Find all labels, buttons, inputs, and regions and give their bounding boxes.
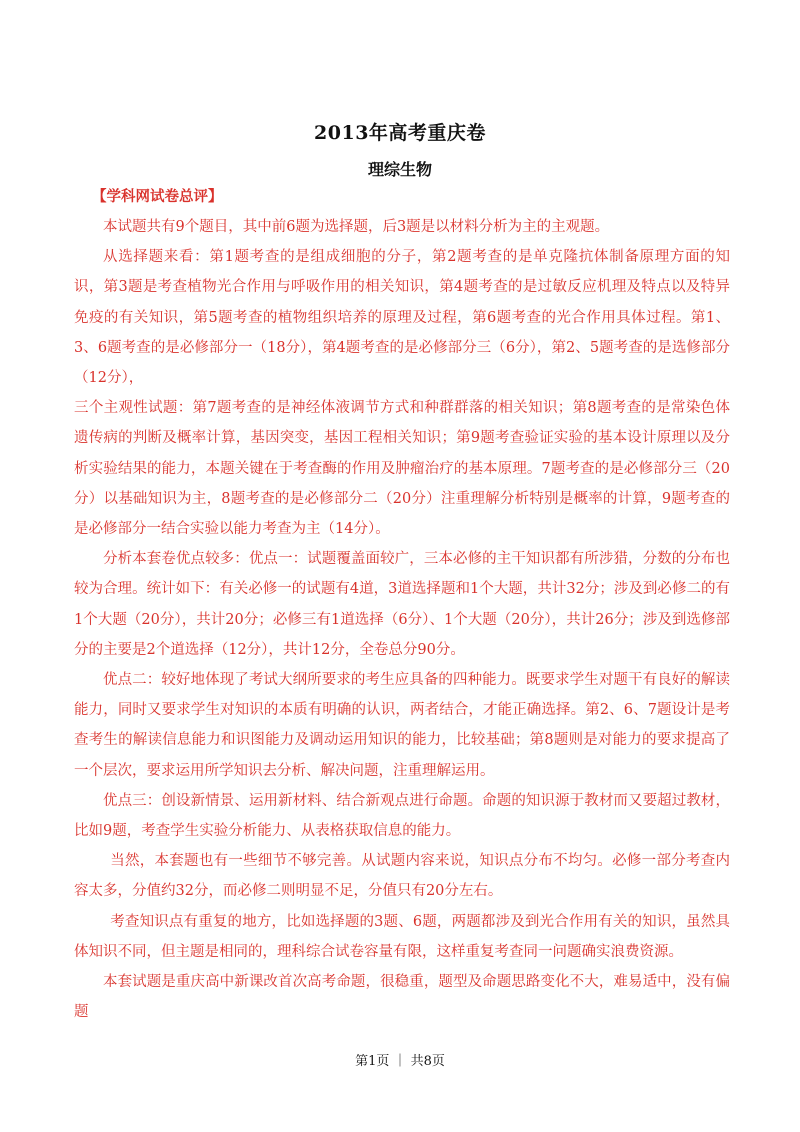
page-footer: 第1页 ｜ 共8页 <box>355 1054 445 1069</box>
paragraph-conclusion: 本套试题是重庆高中新课改首次高考命题，很稳重，题型及命题思路变化不大，难易适中，没有偏题 <box>74 974 730 1021</box>
document-body <box>74 212 730 1027</box>
paragraph-advantage-three: 优点三：创设新情景、运用新材料、结合新观点进行命题。命题的知识源于教材而又要超过教材，比如9题，考查学生实验分析能力、从表格获取信息的能力。 <box>74 792 730 840</box>
paragraph-intro: 本试题共有9个题目，其中前6题为选择题，后3题是以材料分析为主的主观题。 <box>103 219 610 235</box>
document-subtitle: 理综生物 <box>367 160 432 179</box>
paragraph-choice-questions: 从选择题来看：第1题考查的是组成细胞的分子，第2题考查的是单克隆抗体制备原理方面的知识，第3题是考查植物光合作用与呼吸作用的相关知识，第4题考查的是过敏反应机理及特点以及特异免疫的有关知识，第5题考查的植物组织培养的原理及过程，第6题考查的光合作用具体过程。第1、3、6题考查的是必修部分一（18分），第4题考查的是必修部分三（6分），第2、5题考查的是选修部分（12分）， <box>74 249 730 387</box>
section-heading: 【学科网试卷总评】 <box>92 188 223 205</box>
paragraph-subjective-questions: 三个主观性试题：第7题考查的是神经体液调节方式和种群群落的相关知识；第8题考查的是常染色体遗传病的判断及概率计算，基因突变，基因工程相关知识；第9题考查验证实验的基本设计原理以及分析实验结果的能力，本题关键在于考查酶的作用及肿瘤治疗的基本原理。7题考查的是必修部分三（20分）以基础知识为主，8题考查的是必修部分二（20分）注重理解分析特别是概率的计算，9题考查的是必修部分一结合实验以能力考查为主（14分）。 <box>74 400 730 538</box>
paragraph-advantage-one: 分析本套卷优点较多：优点一：试题覆盖面较广，三本必修的主干知识都有所涉猎，分数的分布也较为合理。统计如下：有关必修一的试题有4道，3道选择题和1个大题，共计32分；涉及到必修二的有1个大题（20分），共计20分；必修三有1道选择（6分）、1个大题（20分），共计26分；涉及到选修部分的主要是2个道选择（12分），共计12分，全卷总分90分。 <box>74 551 730 658</box>
paragraph-shortcoming-two: 考查知识点有重复的地方，比如选择题的3题、6题，两题都涉及到光合作用有关的知识，虽然具体知识不同，但主题是相同的，理科综合试卷容量有限，这样重复考查同一问题确实浪费资源。 <box>74 913 730 960</box>
paragraph-advantage-two: 优点二：较好地体现了考试大纲所要求的考生应具备的四种能力。既要求学生对题干有良好的解读能力，同时又要求学生对知识的本质有明确的认识，两者结合，才能正确选择。第2、6、7题设计是考查考生的解读信息能力和识图能力及调动运用知识的能力，比较基础；第8题则是对能力的要求提高了一个层次，要求运用所学知识去分析、解决问题，注重理解运用。 <box>74 672 730 779</box>
paragraph-shortcoming-one: 当然，本套题也有一些细节不够完善。从试题内容来说，知识点分布不均匀。必修一部分考查内容太多，分值约32分，而必修二则明显不足，分值只有20分左右。 <box>74 853 730 900</box>
document-title: 2013年高考重庆卷 <box>314 122 486 144</box>
